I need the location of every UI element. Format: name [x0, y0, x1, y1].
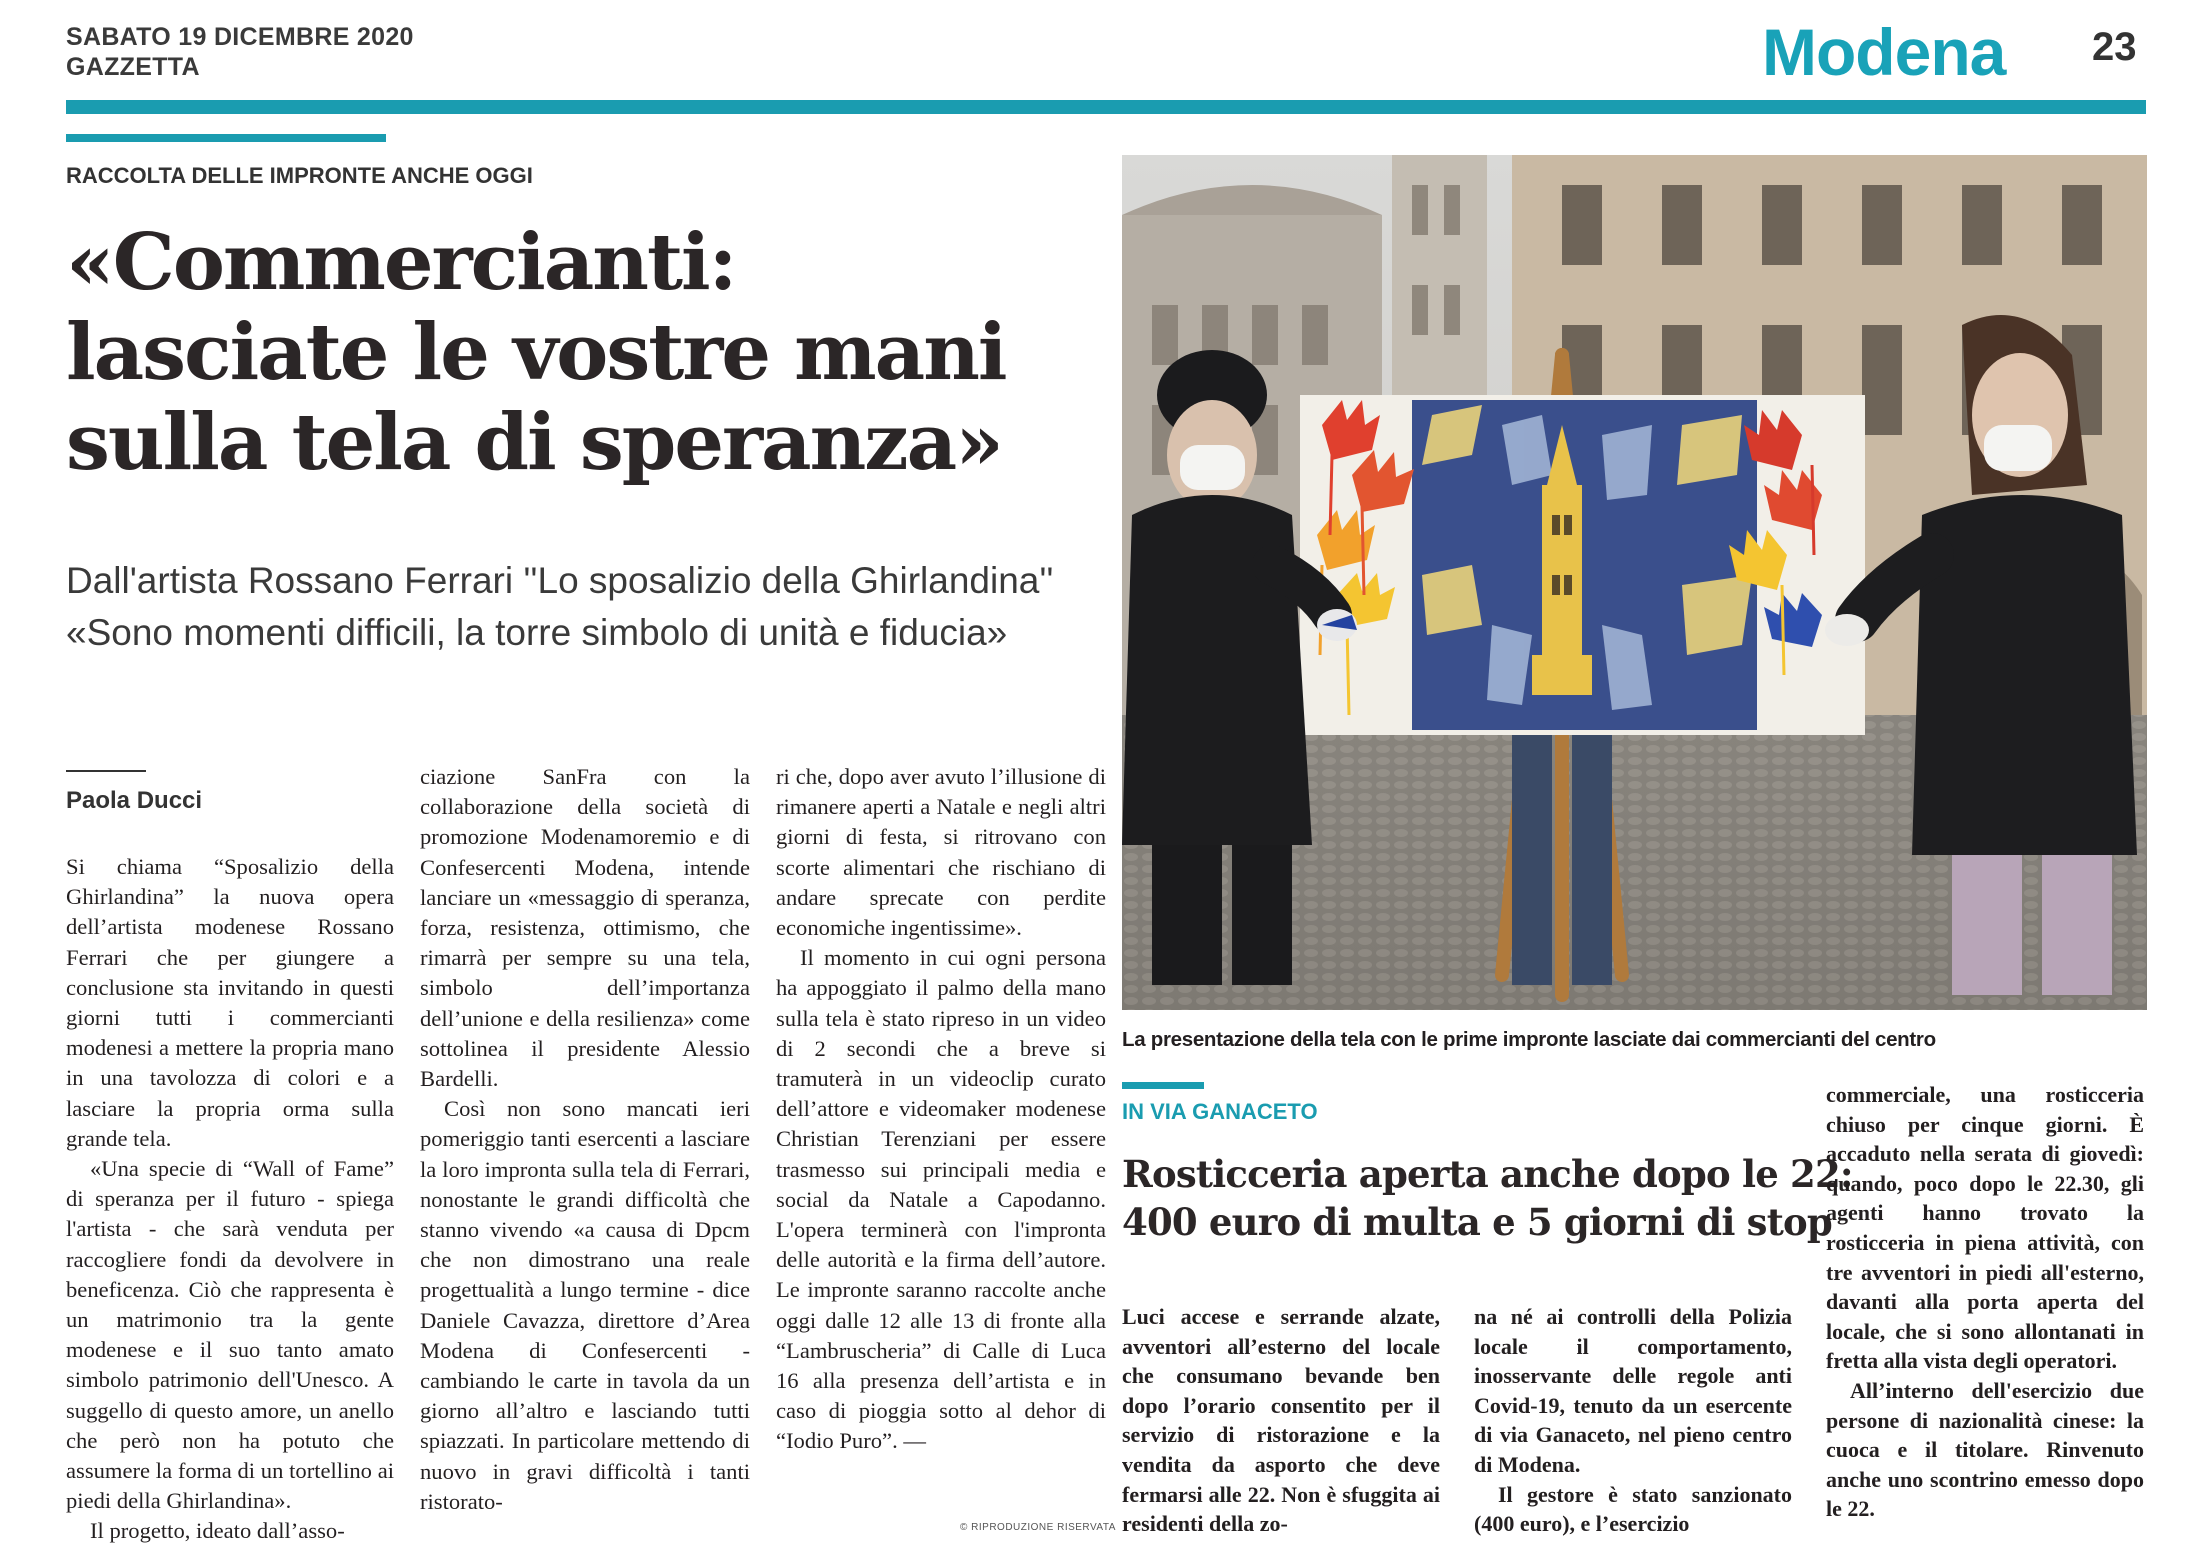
headline-line: 400 euro di multa e 5 giorni di stop: [1122, 1200, 1832, 1244]
article-column-2: [420, 762, 750, 1517]
main-subhead: [66, 555, 1126, 659]
date-text: SABATO 19 DICEMBRE 2020: [66, 23, 414, 51]
header-rule: [66, 100, 2146, 114]
kicker-bar: [1122, 1082, 1204, 1089]
paragraph: Luci accese e serrande alzate, avventori all’esterno del locale che consumano bevande ben dopo l’orario consentito per il servizio di ristorazione e la vendita da asporto che deve fermarsi alle 22. Non è sfuggita ai residenti della zo-: [1122, 1304, 1440, 1537]
paragraph: na né ai controlli della Polizia locale il comportamento, inosservante delle regole anti Covid-19, tenuto da un esercente di via Ganaceto, nel pieno centro di Modena.: [1474, 1304, 1792, 1477]
paragraph: ri che, dopo aver avuto l’illusione di rimanere aperti a Natale e negli altri giorni di festa, si ritrovano con scorte alimentari che rischiano di andare sprecate con perdite economiche ingentissime».: [776, 764, 1106, 941]
paragraph: Il momento in cui ogni persona ha appoggiato il palmo della mano sulla tela è stato ripreso in un video di 2 secondi che a breve si tramuterà in un videoclip curato dell’attore e videomaker modenese Christian Terenziani per essere trasmesso sui principali media e social da Natale a Capodanno. L'opera terminerà con l'impronta delle autorità e la firma dell’autore. Le impronte saranno raccolte anche oggi dalle 12 alle 13 di fronte alla “Lambruscheria” di Calle di Luca 16 alla presenza dell’artista e in caso di pioggia sotto al dehor di “Iodio Puro”. —: [776, 945, 1106, 1454]
paragraph: ciazione SanFra con la collaborazione della società di promozione Modenamoremio e di Confesercenti Modena, intende lanciare un «messaggio di speranza, forza, resistenza, ottimismo, che rimarrà per sempre su una tela, simbolo dell’importanza dell’unione e della resilienza» come sottolinea il presidente Alessio Bardelli.: [420, 764, 750, 1092]
headline-line: Rosticceria aperta anche dopo le 22:: [1122, 1152, 1853, 1196]
headline-line: lasciate le vostre mani: [66, 307, 1006, 398]
section-name: Modena: [1762, 15, 2006, 89]
date-line: [66, 22, 414, 82]
subhead-line: «Sono momenti difficili, la torre simbolo di unità e fiducia»: [66, 612, 1008, 653]
subhead-line: Dall'artista Rossano Ferrari ''Lo sposalizio della Ghirlandina'': [66, 560, 1054, 601]
newspaper-name: GAZZETTA: [66, 53, 200, 81]
paragraph: Il gestore è stato sanzionato (400 euro), e l’esercizio: [1474, 1481, 1792, 1537]
article-column-3: [776, 762, 1106, 1457]
headline-line: «Commercianti:: [66, 217, 736, 308]
paragraph: «Una specie di “Wall of Fame” di speranza per il futuro - spiega l'artista - che sarà venduta per raccogliere fondi da devolvere in beneficenza. Ciò che rappresenta è un matrimonio tra la gente modenese e il suo tanto amato simbolo patrimonio dell'Unesco. A suggello di questo amore, un anello che però non ha potuto che assumere la forma di un tortellino ai piedi della Ghirlandina».: [66, 1156, 394, 1514]
article-column-1: [66, 852, 394, 1547]
main-headline: [66, 218, 1116, 488]
paragraph: All’interno dell'esercizio due persone di nazionalità cinese: la cuoca e il titolare. Rinvenuto anche uno scontrino emesso dopo le 22.: [1826, 1377, 2144, 1522]
copyright-note: © RIPRODUZIONE RISERVATA: [960, 1522, 1116, 1533]
paragraph: Il progetto, ideato dall’asso-: [90, 1518, 345, 1544]
secondary-kicker: IN VIA GANACETO: [1122, 1099, 1318, 1124]
secondary-column-3: [1826, 1080, 2144, 1524]
byline-rule: [66, 770, 146, 772]
page-number: 23: [2092, 25, 2137, 69]
secondary-headline: [1122, 1150, 1853, 1246]
secondary-column-1: [1122, 1302, 1440, 1539]
photo-illustration: [1122, 155, 2147, 1010]
main-kicker: RACCOLTA DELLE IMPRONTE ANCHE OGGI: [66, 163, 533, 188]
secondary-column-2: [1474, 1302, 1792, 1539]
byline: Paola Ducci: [66, 787, 203, 814]
paragraph: commerciale, una rosticceria chiuso per cinque giorni. È accaduto nella serata di giovedì: quando, poco dopo le 22.30, gli agenti hanno trovato la rosticceria in piena attività, con tre avventori in piedi all'esterno, davanti alla porta aperta del locale, che si sono allontanati in fretta alla vista degli operatori.: [1826, 1082, 2144, 1374]
kicker-bar: [66, 134, 386, 142]
paragraph: Così non sono mancati ieri pomeriggio tanti esercenti a lasciare la loro impronta sulla tela di Ferrari, nonostante le grandi difficoltà che stanno vivendo «a causa di Dpcm che non dimostrano una reale progettualità a lungo termine - dice Daniele Cavazza, direttore d’Area Modena di Confesercenti - cambiando le carte in tavola da un giorno all’altro e lasciando tutti spiazzati. In particolare mettendo di nuovo in gravi difficoltà i tanti ristorato-: [420, 1096, 750, 1514]
photo-caption: La presentazione della tela con le prime impronte lasciate dai commercianti del centro: [1122, 1028, 1936, 1051]
headline-line: sulla tela di speranza»: [66, 397, 1002, 488]
paragraph: Si chiama “Sposalizio della Ghirlandina” la nuova opera dell’artista modenese Rossano Ferrari che per giungere a conclusione sta invitando in questi giorni tutti i commercianti modenesi a mettere la propria mano in una tavolozza di colori e a lasciare la propria orma sulla grande tela.: [66, 854, 394, 1151]
article-photo: [1122, 155, 2147, 1010]
